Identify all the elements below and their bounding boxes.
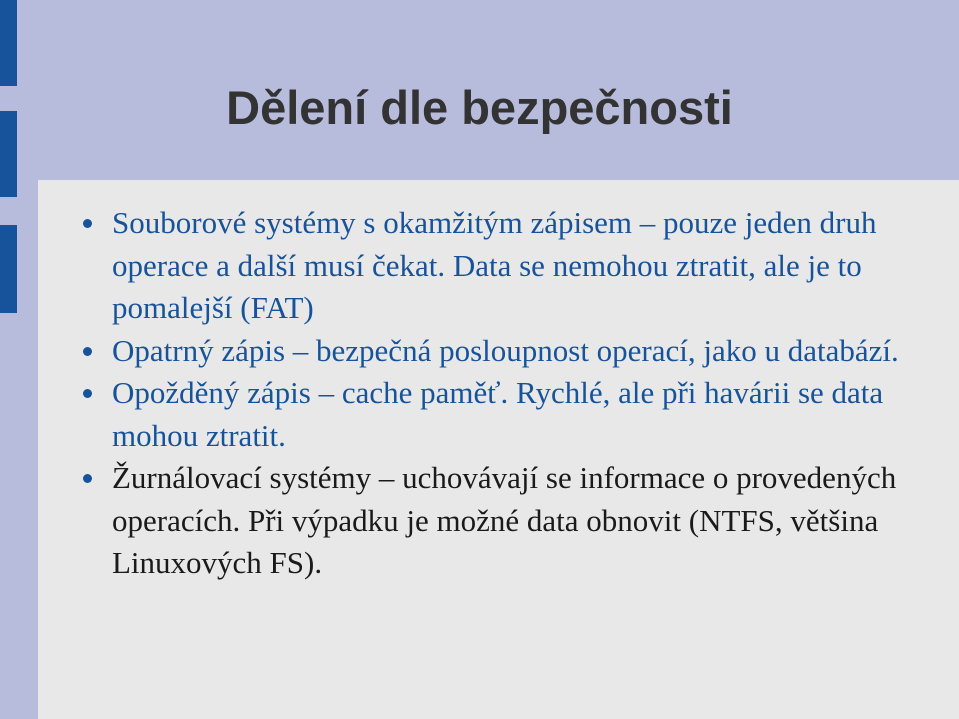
bullet-dot-icon <box>83 474 92 483</box>
bullet-item <box>112 372 912 457</box>
bullet-list <box>112 202 912 585</box>
accent-bar <box>0 225 17 313</box>
bullet-item <box>112 330 912 373</box>
bullet-text: Žurnálovací systémy – uchovávají se informace o provedených operacích. Při výpadku je možné data obnovit (NTFS, většina Linuxových FS). <box>112 460 897 580</box>
bullet-dot-icon <box>83 219 92 228</box>
bullet-dot-icon <box>83 389 92 398</box>
accent-bar <box>0 0 17 86</box>
bullet-item <box>112 457 912 585</box>
content-area <box>38 180 959 719</box>
bullet-text: Opožděný zápis – cache paměť. Rychlé, ale při havárii se data mohou ztratit. <box>112 375 884 453</box>
bullet-dot-icon <box>83 347 92 356</box>
slide-title: Dělení dle bezpečnosti <box>226 81 733 134</box>
bullet-text: Opatrný zápis – bezpečná posloupnost operací, jako u databází. <box>112 332 899 368</box>
bullet-text: Souborové systémy s okamžitým zápisem – pouze jeden druh operace a další musí čekat. Data se nemohou ztratit, ale je to pomalejší (FAT) <box>112 205 877 325</box>
bullet-item <box>112 202 912 330</box>
